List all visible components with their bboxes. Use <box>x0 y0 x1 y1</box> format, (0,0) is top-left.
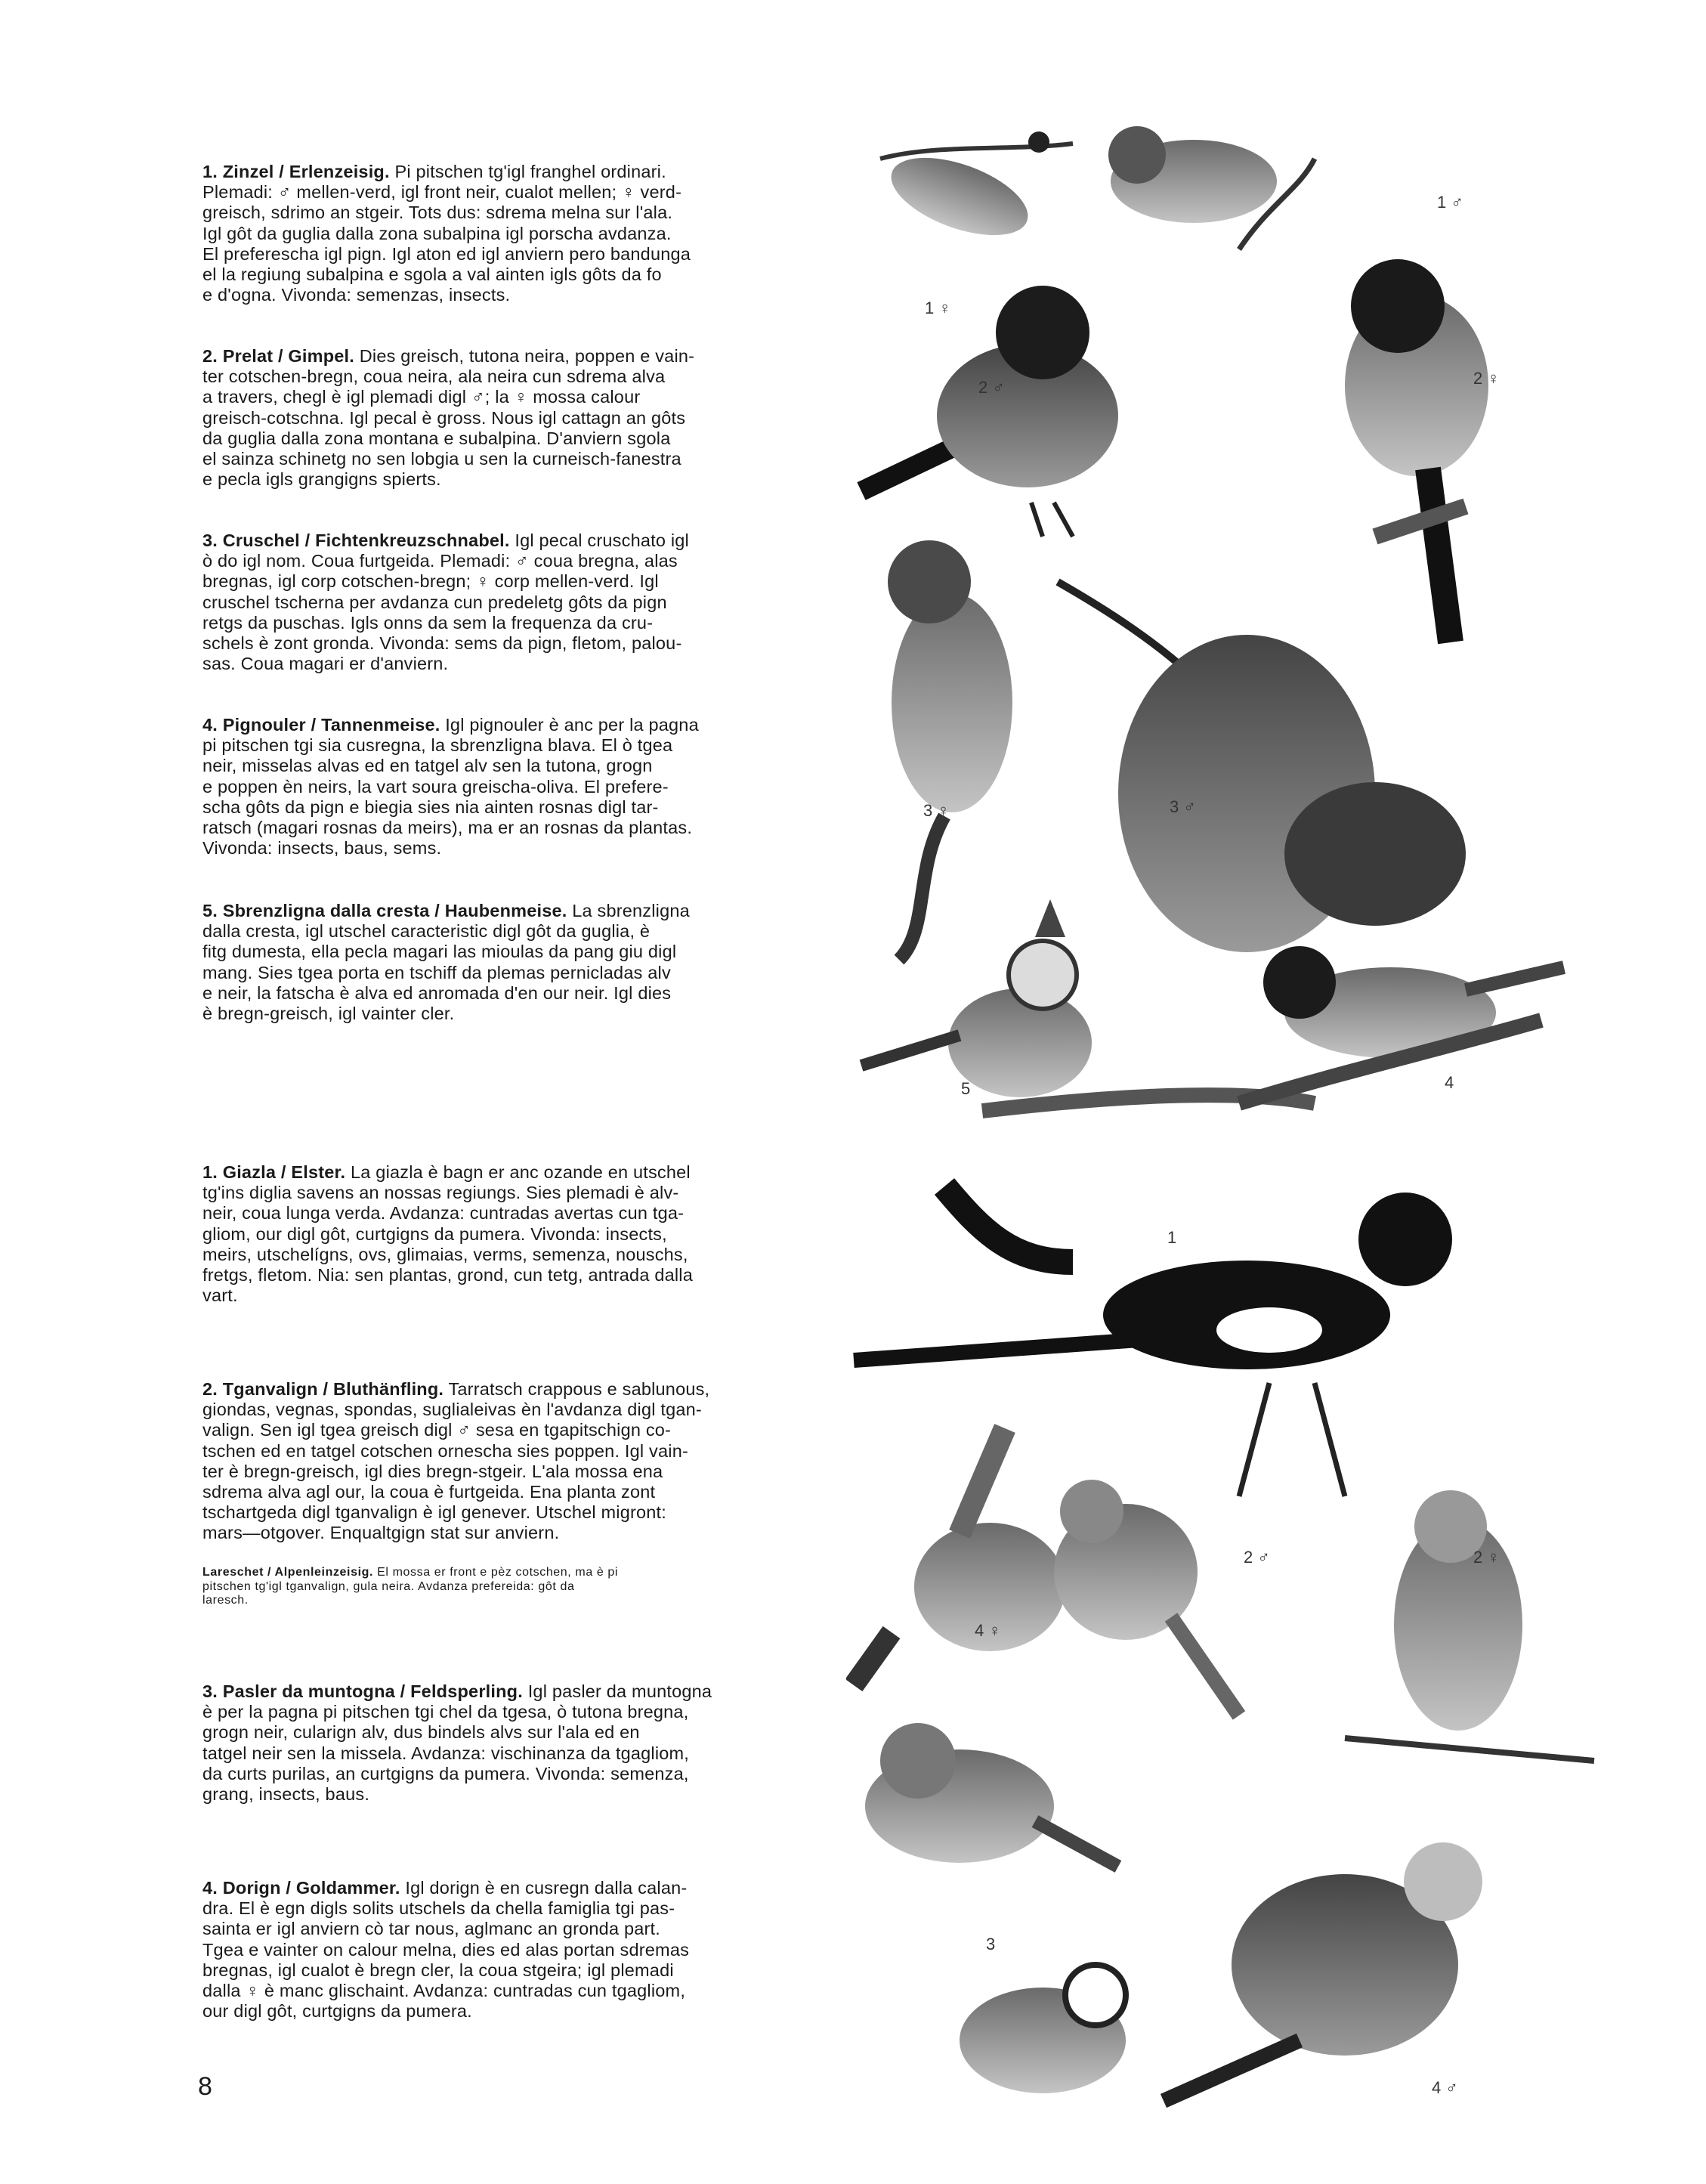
page-number: 8 <box>198 2072 212 2101</box>
figure-label: 4 ♀ <box>975 1621 1001 1640</box>
entry-line: neir, misselas alvas ed en tatgel alv sen la tutona, grogn <box>202 756 653 776</box>
entry-line: grang, insects, baus. <box>202 1784 370 1805</box>
figure-label: 1 ♂ <box>1437 193 1463 212</box>
entry-line: ò do igl nom. Coua furtgeida. Plemadi: ♂ coua bregna, alas <box>202 551 678 571</box>
entry-title: 1. Giazla / Elster. <box>202 1162 346 1182</box>
entry-line: retgs da puschas. Igls onns da sem la frequenza da cru- <box>202 612 654 633</box>
bullfinch-female-figure <box>1345 259 1488 642</box>
entry-line: Dies greisch, tutona neira, poppen e vain- <box>359 346 695 366</box>
entry-line: fretgs, fletom. Nia: sen plantas, grond, cun tetg, antrada dalla <box>202 1265 693 1285</box>
entry-line: è bregn-greisch, igl vainter cler. <box>202 1004 455 1024</box>
entry-line: laresch. <box>202 1594 249 1607</box>
bullfinch-male-figure <box>861 286 1118 537</box>
figure-label: 4 <box>1445 1073 1454 1092</box>
entry-cruschel <box>202 531 822 674</box>
entry-line: La giazla è bagn er anc ozande en utschel <box>351 1162 691 1182</box>
entry-title: 2. Prelat / Gimpel. <box>202 346 355 366</box>
figure-label: 5 <box>961 1079 971 1098</box>
entry-line: ter cotschen-bregn, coua neira, ala neira cun sdrema alva <box>202 367 666 387</box>
entry-line: greisch-cotschna. Igl pecal è gross. Nous igl cattagn an gôts <box>202 407 686 428</box>
entry-line: mars—otgover. Enqualtgign stat sur anviern. <box>202 1523 560 1543</box>
entry-line: tschen ed en tatgel cotschen ornescha sies poppen. Igl vain- <box>202 1440 688 1461</box>
entry-line: sainta er igl anviern cò tar nous, aglmanc an gronda part. <box>202 1919 660 1939</box>
entry-title: 4. Dorign / Goldammer. <box>202 1878 400 1898</box>
entry-line: el la regiung subalpina e sgola a val ainten igls gôts da fo <box>202 264 662 285</box>
entry-pasler <box>202 1681 822 1805</box>
entry-line: ratsch (magari rosnas da meirs), ma er an rosnas da plantas. <box>202 818 693 838</box>
entry-line: bregnas, igl cualot è bregn cler, la coua stgeira; igl plemadi <box>202 1960 674 1980</box>
entry-line: e pecla igls grangigns spierts. <box>202 469 441 490</box>
figure-label: 2 ♀ <box>1473 369 1500 388</box>
entry-tganvalign <box>202 1379 822 1544</box>
entry-line: ter è bregn-greisch, igl dies bregn-stgeir. L'ala mossa ena <box>202 1461 663 1481</box>
entry-pignouler <box>202 715 822 858</box>
entry-line: e poppen èn neirs, la vart soura greischa-oliva. El prefere- <box>202 776 669 797</box>
entry-line: Igl pignouler è anc per la pagna <box>445 715 699 735</box>
figure-label: 2 ♂ <box>1244 1548 1270 1567</box>
entry-line: tatgel neir sen la missela. Avdanza: vischinanza da tgagliom, <box>202 1743 690 1763</box>
entry-line: El preferescha igl pign. Igl aton ed igl anviern pero bandunga <box>202 243 691 264</box>
bird-illustrations <box>846 113 1632 2108</box>
entry-line: el sainza schinetg no sen lobgia u sen la curneisch-fanestra <box>202 449 681 469</box>
coal-tit-figure <box>1239 946 1564 1103</box>
figure-label: 4 ♂ <box>1432 2078 1458 2097</box>
figure-label: 3 ♂ <box>1170 797 1196 816</box>
entry-line: El mossa er front e pèz cotschen, ma è pi <box>377 1566 619 1579</box>
entry-line: Vivonda: insects, baus, sems. <box>202 838 442 858</box>
yellowhammer-figure <box>960 1842 1482 2101</box>
entry-line: meirs, utschelígns, ovs, glimaias, verms, semenza, nouschs, <box>202 1244 688 1264</box>
twite-female-figure <box>1345 1490 1594 1761</box>
entry-line: gliom, our digl gôt, curtgigns da pumera. Vivonda: insects, <box>202 1223 667 1244</box>
entry-line: dalla cresta, igl utschel caracteristic digl gôt da guglia, è <box>202 921 651 942</box>
entry-line: grogn neir, cularign alv, dus bindels alvs sur l'ala ed en <box>202 1722 640 1743</box>
entry-line: Igl gôt da guglia dalla zona subalpina igl porscha avdanza. <box>202 223 672 243</box>
entry-dorign <box>202 1878 822 2022</box>
entry-line: e neir, la fatscha è alva ed anromada d'en our neir. Igl dies <box>202 982 672 1003</box>
figure-label: 1 ♀ <box>925 299 951 317</box>
figure-label: 3 ♀ <box>923 801 950 820</box>
entry-title: 2. Tganvalign / Bluthänfling. <box>202 1379 444 1399</box>
entry-line: dra. El è egn digls solits utschels da chella famiglia tgi pas- <box>202 1898 675 1919</box>
figure-label: 2 ♀ <box>1473 1548 1500 1567</box>
entry-line: sdrema alva agl our, la coua è furtgeida. Ena planta zont <box>202 1482 656 1502</box>
entry-line: sas. Coua magari er d'anviern. <box>202 654 449 674</box>
entry-line: cruschel tscherna per avdanza cun predeletg gôts da pign <box>202 592 667 612</box>
entry-sbrenzligna <box>202 901 822 1024</box>
entry-line: valign. Sen igl tgea greisch digl ♂ sesa en tgapitschign co- <box>202 1420 672 1440</box>
tree-sparrow-figure <box>865 1723 1118 1867</box>
entry-line: schels è zont gronda. Vivonda: sems da pign, fletom, palou- <box>202 633 682 654</box>
entry-line: da curts purilas, an curtgigns da pumera. Vivonda: semenza, <box>202 1763 689 1783</box>
entry-title: 3. Cruschel / Fichtenkreuzschnabel. <box>202 531 510 550</box>
linnet-flying-figure <box>854 1428 1065 1685</box>
figure-label: 2 ♂ <box>978 378 1005 397</box>
entry-line: vart. <box>202 1285 238 1306</box>
siskin-female-figure <box>880 131 1073 251</box>
entry-title: 4. Pignouler / Tannenmeise. <box>202 715 440 735</box>
entry-prelat <box>202 346 822 490</box>
entry-line: e d'ogna. Vivonda: semenzas, insects. <box>202 285 511 305</box>
entry-line: fitg dumesta, ella pecla magari las mioulas da pang giu digl <box>202 942 677 962</box>
entry-giazla <box>202 1162 822 1306</box>
crossbill-female-figure <box>888 540 1012 960</box>
entry-line: Igl pecal cruschato igl <box>515 531 689 550</box>
magpie-figure <box>854 1186 1452 1496</box>
entry-line: La sbrenzligna <box>572 901 690 920</box>
entry-line: scha gôts da pign e biegia sies nia ainten rosnas digl tar- <box>202 797 659 817</box>
entry-title: 5. Sbrenzligna dalla cresta / Haubenmeise. <box>202 901 567 920</box>
entry-line: giondas, vegnas, spondas, suglialeivas èn l'avdanza digl tgan- <box>202 1400 702 1420</box>
entry-line: Igl pasler da muntogna <box>527 1681 712 1701</box>
entry-line: Tgea e vainter on calour melna, dies ed alas portan sdremas <box>202 1939 690 1960</box>
entry-line: pi pitschen tgi sia cusregna, la sbrenzligna blava. El ò tgea <box>202 735 673 756</box>
entry-zinzel <box>202 162 822 305</box>
crossbill-male-figure <box>1058 582 1466 952</box>
entry-title: 3. Pasler da muntogna / Feldsperling. <box>202 1681 523 1701</box>
entry-line: bregnas, igl corp cotschen-bregn; ♀ corp mellen-verd. Igl <box>202 571 659 592</box>
entry-line: tg'ins diglia savens an nossas regiungs. Sies plemadi è alv- <box>202 1183 679 1203</box>
entry-line: mang. Sies tgea porta en tschiff da plemas pernicladas alv <box>202 962 671 982</box>
entry-title: 1. Zinzel / Erlenzeisig. <box>202 162 390 181</box>
siskin-male-figure <box>1108 126 1315 249</box>
entry-line: a travers, chegl è igl plemadi digl ♂; la ♀ mossa calour <box>202 387 641 407</box>
entry-line: da guglia dalla zona montana e subalpina. D'anviern sgola <box>202 428 671 448</box>
entry-title: Lareschet / Alpenleinzeisig. <box>202 1566 374 1579</box>
linnet-male-figure <box>1054 1480 1239 1715</box>
entry-line: pitschen tg'igl tganvalign, gula neira. Avdanza prefereida: gôt da <box>202 1579 575 1593</box>
figure-label: 1 <box>1167 1228 1177 1247</box>
entry-line: Plemadi: ♂ mellen-verd, igl front neir, cualot mellen; ♀ verd- <box>202 182 682 203</box>
entry-line: greisch, sdrimo an stgeir. Tots dus: sdrema melna sur l'ala. <box>202 203 673 223</box>
entry-line: Tarratsch crappous e sablunous, <box>448 1379 710 1399</box>
entry-line: dalla ♀ è manc glischaint. Avdanza: cuntradas cun tgagliom, <box>202 1981 686 2001</box>
entry-line: Igl dorign è en cusregn dalla calan- <box>405 1878 688 1898</box>
figure-label: 3 <box>986 1935 996 1954</box>
entry-lareschet <box>202 1566 822 1608</box>
entry-line: neir, coua lunga verda. Avdanza: cuntradas avertas cun tga- <box>202 1203 685 1223</box>
entry-line: è per la pagna pi pitschen tgi chel da tgesa, ò tutona bregna, <box>202 1702 689 1722</box>
entry-line: Pi pitschen tg'igl franghel ordinari. <box>394 162 666 181</box>
entry-line: tschartgeda digl tganvalign è igl genever. Utschel migront: <box>202 1502 667 1523</box>
entry-line: our digl gôt, curtgigns da pumera. <box>202 2001 472 2022</box>
